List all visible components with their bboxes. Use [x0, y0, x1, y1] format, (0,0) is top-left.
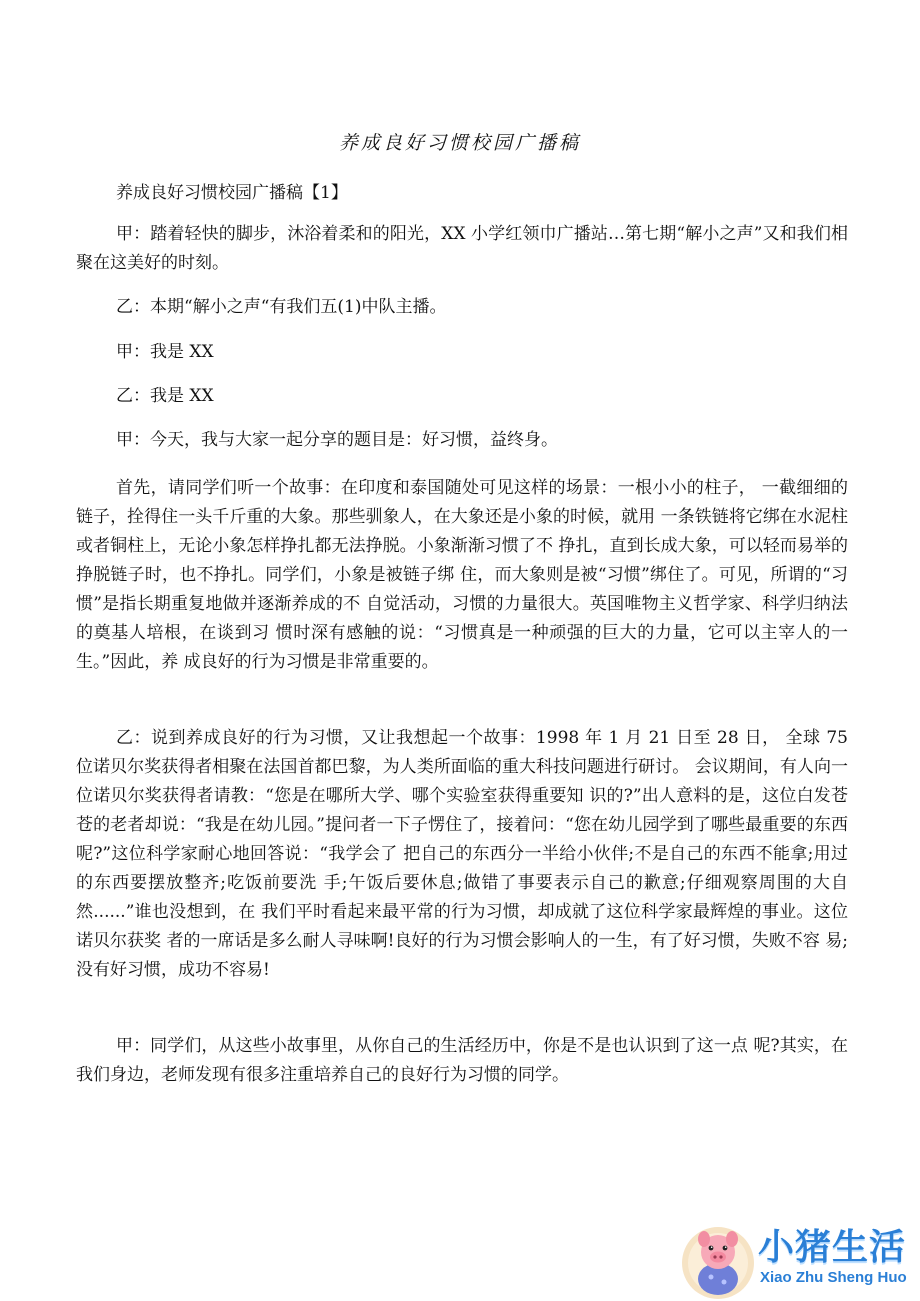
- paragraph-8: 甲：同学们，从这些小故事里，从你自己的生活经历中，你是不是也认识到了这一点 呢?其实，在我们身边，老师发现有很多注重培养自己的良好行为习惯的同学。: [76, 1036, 848, 1085]
- paragraph-6: 首先，请同学们听一个故事：在印度和泰国随处可见这样的场景：一根小小的柱子， 一截细细的链子，拴得住一头千斤重的大象。那些驯象人，在大象还是小象的时候，就用 一条铁链将它绑在水泥柱或者铜柱上，无论小象怎样挣扎都无法挣脱。小象渐渐习惯了不 挣扎，直到长成大象，可以轻而易举的挣脱链子时，也不挣扎。同学们，小象是被链子绑 住，而大象则是被“习惯”绑住了。可见，所谓的“习惯”是指长期重复地做并逐渐养成的不 自觉活动，习惯的力量很大。英国唯物主义哲学家、科学归纳法的奠基人培根，在谈到习 惯时深有感触的说：“习惯真是一种顽强的巨大的力量，它可以主宰人的一生。”因此，养 成良好的行为习惯是非常重要的。: [76, 478, 848, 672]
- paragraph-3: 甲：我是 XX: [116, 342, 214, 362]
- paragraph-2: 乙：本期“解小之声“有我们五(1)中队主播。: [116, 297, 447, 317]
- pig-mascot-icon: [680, 1219, 756, 1301]
- watermark-logo: [676, 1215, 920, 1301]
- logo-name: 小猪生活: [758, 1227, 907, 1268]
- paragraph-4: 乙：我是 XX: [116, 386, 214, 406]
- logo-pinyin: Xiao Zhu Sheng Huo: [760, 1269, 907, 1286]
- paragraph-5: 甲：今天，我与大家一起分享的题目是：好习惯，益终身。: [116, 430, 558, 450]
- document-title: 养成良好习惯校园广播稿: [338, 132, 581, 154]
- paragraph-7: 乙：说到养成良好的行为习惯，又让我想起一个故事：1998 年 1 月 21 日至 28 日， 全球 75 位诺贝尔奖获得者相聚在法国首都巴黎，为人类所面临的重大科技问题进行研讨。 会议期间，有人向一位诺贝尔奖获得者请教：“您是在哪所大学、哪个实验室获得重要知 识的?”出人意料的是，这位白发苍苍的老者却说：“我是在幼儿园。”提问者一下子愣住了，接着问：“您在幼儿园学到了哪些最重要的东西呢?”这位科学家耐心地回答说：“我学会了 把自己的东西分一半给小伙伴;不是自己的东西不能拿;用过的东西要摆放整齐;吃饭前要洗 手;午饭后要休息;做错了事要表示自己的歉意;仔细观察周围的大自然......”谁也没想到，在 我们平时看起来最平常的行为习惯，却成就了这位科学家最辉煌的事业。这位诺贝尔获奖 者的一席话是多么耐人寻味啊!良好的行为习惯会影响人的一生，有了好习惯，失败不容 易;没有好习惯，成功不容易!: [76, 728, 848, 980]
- document-subtitle: 养成良好习惯校园广播稿【1】: [116, 183, 348, 203]
- paragraph-1: 甲：踏着轻快的脚步，沐浴着柔和的阳光，XX 小学红领巾广播站…第七期“解小之声”又和我们相聚在这美好的时刻。: [76, 224, 848, 273]
